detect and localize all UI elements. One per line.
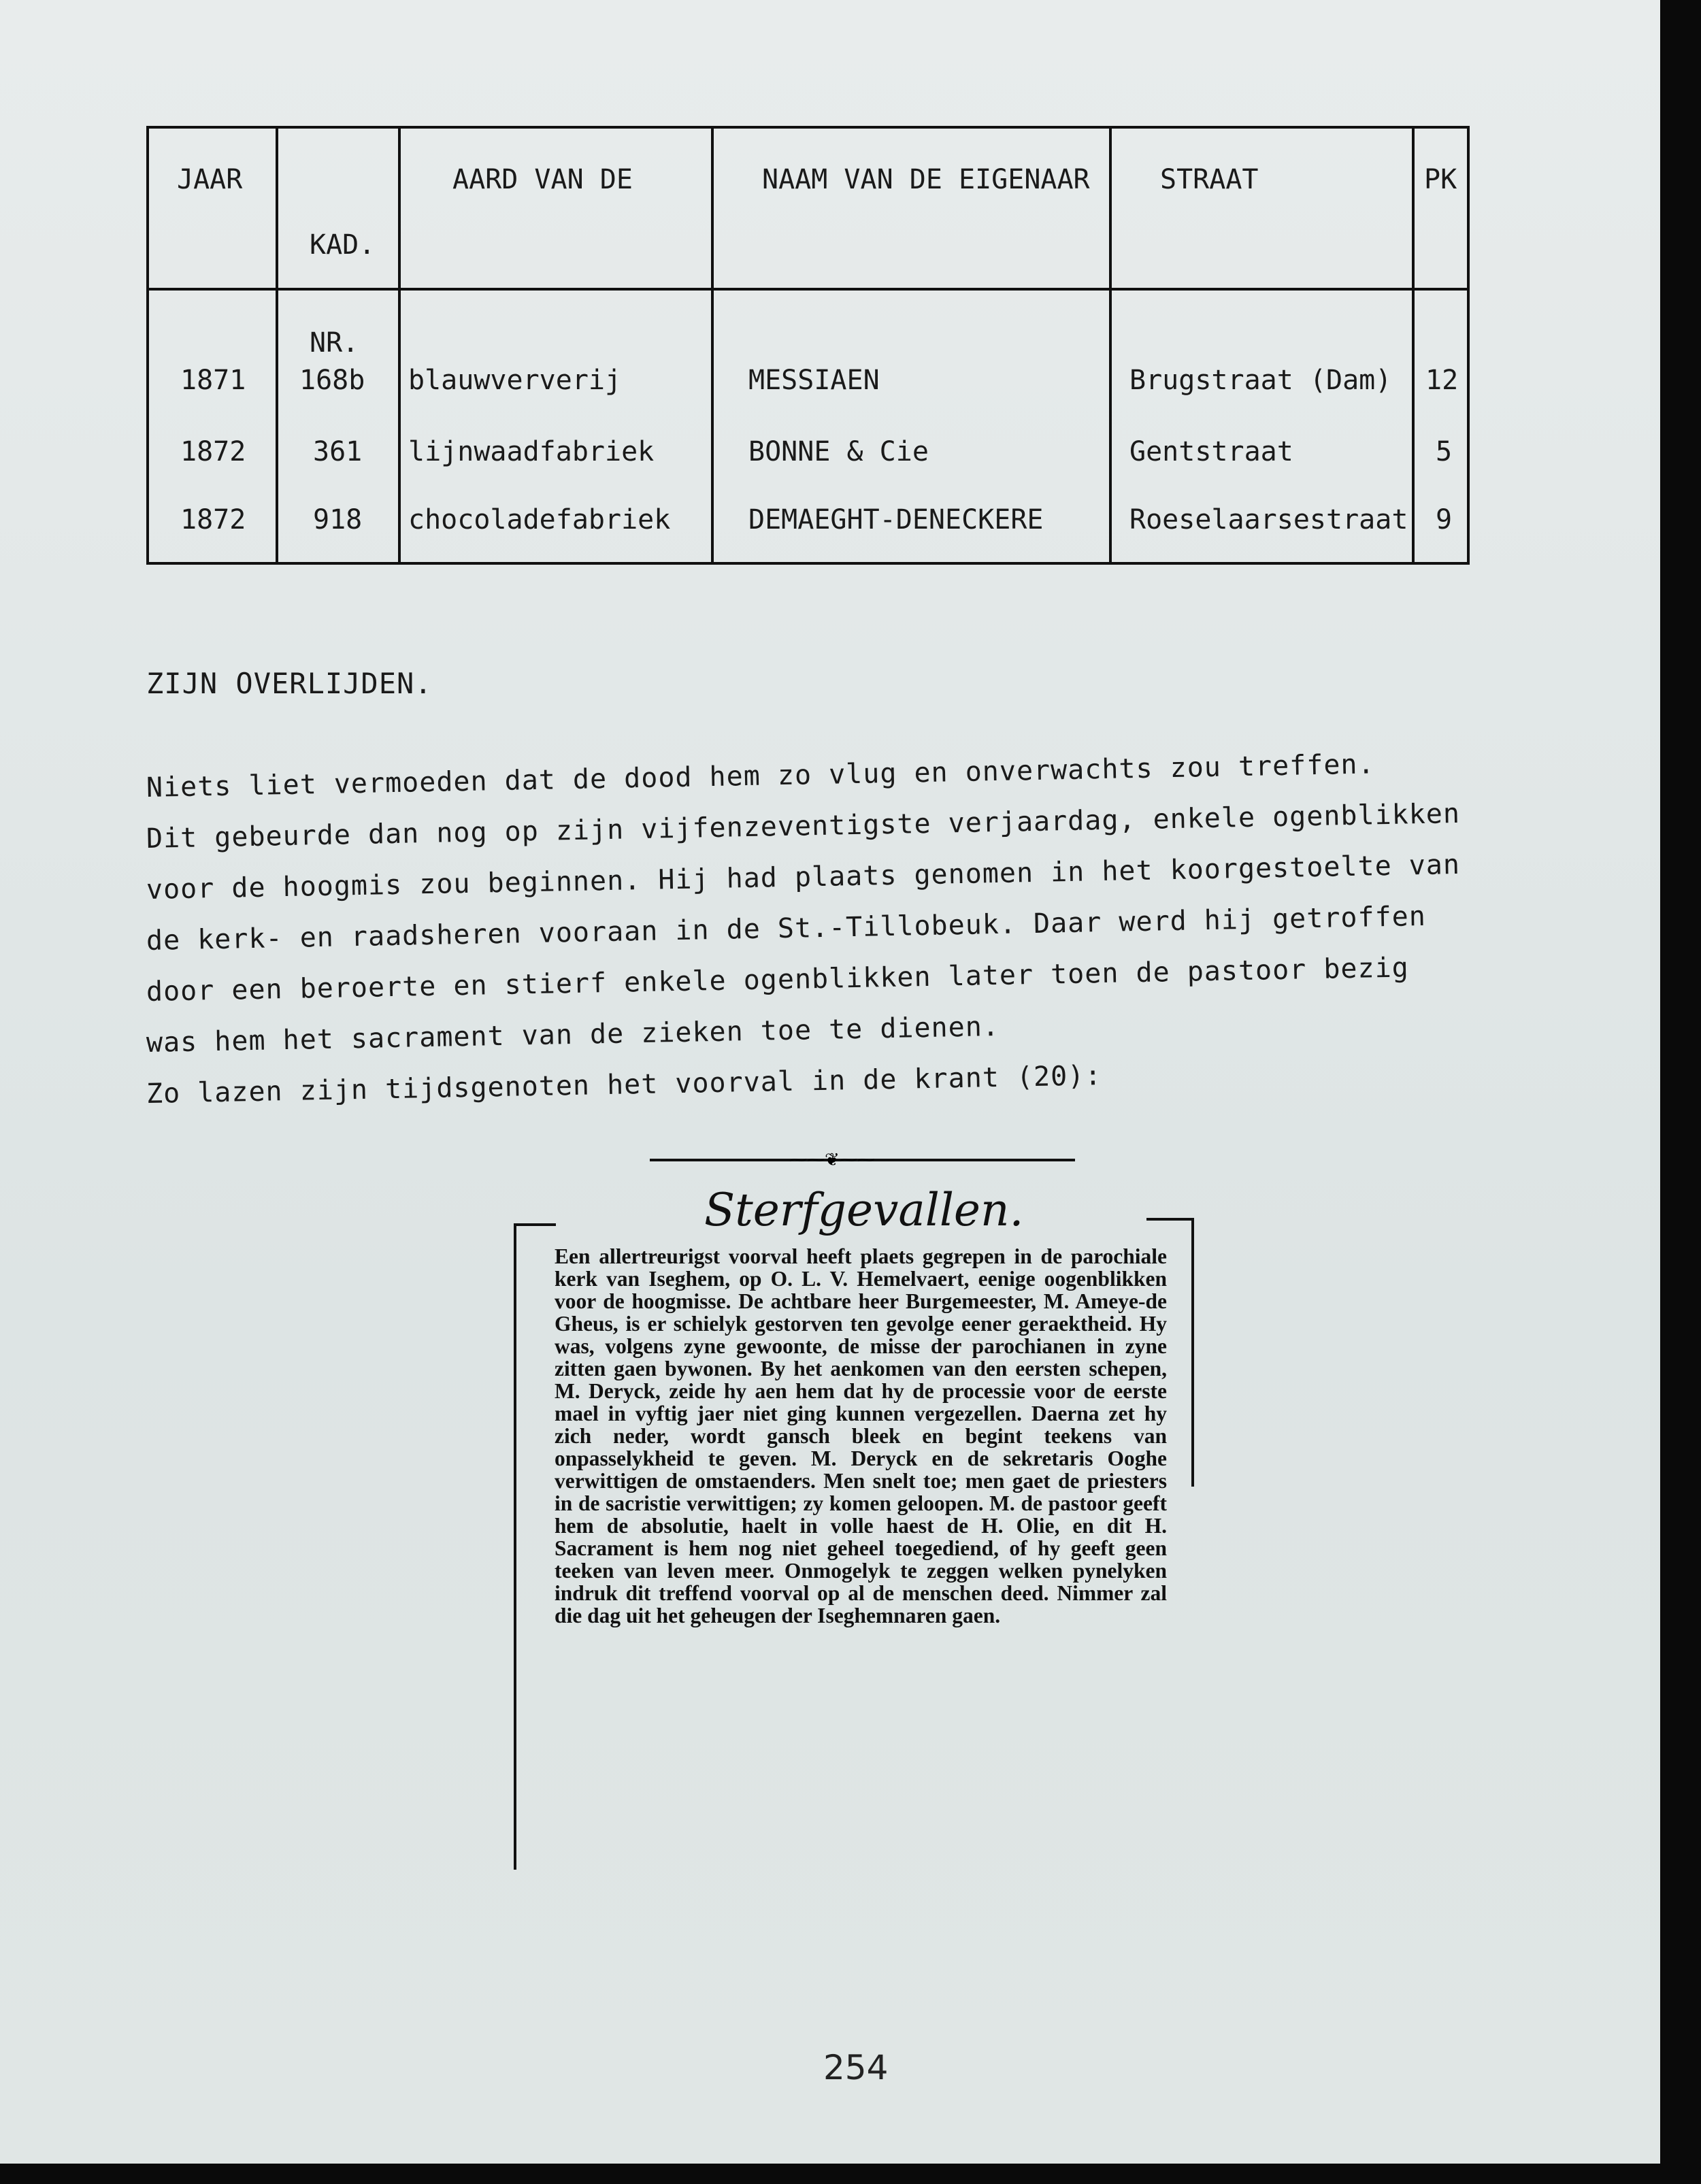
paragraph-line: was hem het sacrament van de zieken toe te dienen.	[146, 1010, 1000, 1059]
table-col-divider	[1412, 126, 1415, 565]
table-col-divider	[1109, 126, 1112, 565]
table-cell: 168b	[299, 365, 365, 396]
table-cell: 1871	[180, 365, 246, 396]
clipping-frame	[514, 1223, 516, 1870]
table-cell: 9	[1436, 504, 1453, 535]
table-cell: 1872	[180, 436, 246, 467]
header-naam: NAAM VAN DE EIGENAAR	[762, 164, 1090, 195]
scan-edge	[1660, 0, 1701, 2184]
header-aard: AARD VAN DE	[452, 164, 633, 195]
table-cell: blauwververij	[408, 365, 622, 396]
company-table	[146, 126, 1470, 565]
header-straat: STRAAT	[1160, 164, 1259, 195]
table-cell: chocoladefabriek	[408, 504, 671, 535]
table-cell: 5	[1436, 436, 1453, 467]
table-border-top	[146, 126, 1470, 129]
table-cell: MESSIAEN	[748, 365, 880, 396]
scan-edge	[0, 2164, 1701, 2184]
table-cell: lijnwaadfabriek	[408, 436, 655, 467]
header-jaar: JAAR	[177, 164, 243, 195]
clipping-frame	[1191, 1218, 1194, 1487]
table-border-right	[1467, 126, 1470, 565]
table-cell: DEMAEGHT-DENECKERE	[748, 504, 1044, 535]
table-cell: 361	[313, 436, 363, 467]
table-cell: 1872	[180, 504, 246, 535]
paragraph-line: de kerk- en raadsheren vooraan in de St.-Tillobeuk. Daar werd hij getroffen	[146, 900, 1427, 957]
paragraph-line: door een beroerte en stierf enkele ogenblikken later toen de pastoor bezig	[146, 952, 1410, 1008]
table-cell: Brugstraat (Dam)	[1129, 365, 1392, 396]
table-col-divider	[711, 126, 714, 565]
header-kad-line2: NR.	[310, 327, 359, 359]
clipping-frame	[1146, 1218, 1194, 1221]
table-cell: Roeselaarsestraat	[1129, 504, 1408, 535]
table-cell: Gentstraat	[1129, 436, 1293, 467]
clipping-frame	[514, 1223, 556, 1226]
paragraph-line: Zo lazen zijn tijdsgenoten het voorval in de krant (20):	[146, 1060, 1102, 1110]
table-cell: BONNE & Cie	[748, 436, 929, 467]
section-heading: ZIJN OVERLIJDEN.	[146, 667, 433, 700]
header-pk: PK	[1424, 164, 1457, 195]
ornament-icon: ⁓⁓❦⁓⁓	[789, 1150, 875, 1170]
table-cell: 918	[313, 504, 363, 535]
table-col-divider	[276, 126, 278, 565]
clipping-text: Een allertreurigst voorval heeft plaets gegrepen in de parochiale kerk van Iseghem, op O. L. V. Hemelvaert, eenige oogenblikken voor de hoogmisse. De achtbare heer Burgemeester, M. Ameye-de Gheus, is er schielyk gestorven ten gevolge eener geraektheid. Hy was, volgens zyne gewoonte, de misse der parochianen in zyne zitten gaen bywonen. By het aenkomen van den eersten schepen, M. Deryck, zeide hy aen hem dat hy de processie voor de eerste mael in vyftig jaer niet ging kunnen vergezellen. Daerna zet hy zich neder, wordt gansch bleek en begint teekens van onpasselykheid te geven. M. Deryck en de sekretaris Ooghe verwittigen de omstaenders. Men snelt toe; men gaet de priesters in de sacristie verwittigen; zy komen geloopen. M. de pastoor geeft hem de absolutie, haelt in volle haest de H. Olie, en dit H. Sacrament is hem nog niet geheel toegediend, of hy geeft geen teeken van leven meer. Onmogelyk te zeggen welken pynelyken indruk dit treffend voorval op al de menschen deed. Nimmer zal die dag uit het geheugen der Iseghemnaren gaen.	[555, 1244, 1167, 1627]
table-border-bottom	[146, 562, 1470, 565]
clipping-title: Sterfgevallen.	[704, 1184, 1024, 1236]
paragraph-line: voor de hoogmis zou beginnen. Hij had plaats genomen in het koorgestoelte van	[146, 848, 1461, 906]
paragraph-line: Niets liet vermoeden dat de dood hem zo vlug en onverwachts zou treffen.	[146, 748, 1376, 804]
table-border-left	[146, 126, 149, 565]
paragraph-line: Dit gebeurde dan nog op zijn vijfenzeventigste verjaardag, enkele ogenblikken	[146, 797, 1461, 855]
table-cell: 12	[1425, 365, 1459, 396]
page-number: 254	[823, 2048, 889, 2087]
header-kad-line1: KAD.	[310, 229, 376, 261]
